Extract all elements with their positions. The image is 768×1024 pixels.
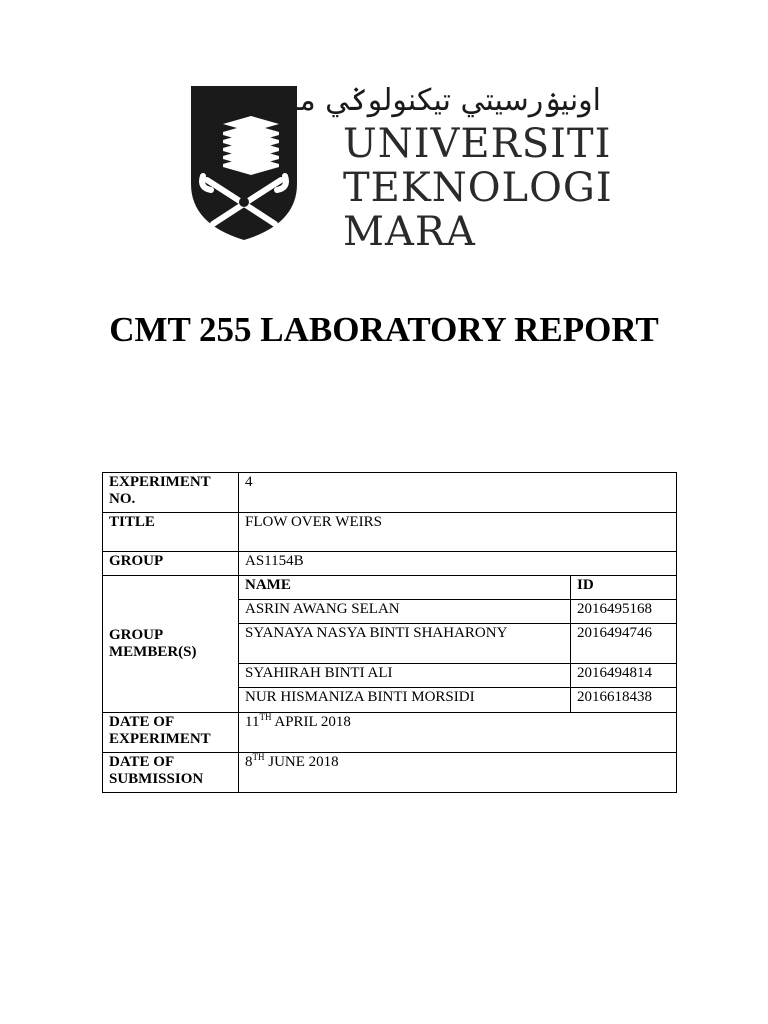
- date-day: 11: [245, 714, 260, 730]
- experiment-label: EXPERIMENT NO.: [103, 473, 239, 513]
- logo-text-mara: MARA: [343, 209, 476, 255]
- member-id: 2016494746: [571, 624, 677, 664]
- group-label: GROUP: [103, 552, 239, 576]
- date-of-submission-label: DATE OF SUBMISSION: [103, 753, 239, 793]
- date-rest: JUNE 2018: [264, 754, 339, 770]
- table-row-experiment: [103, 473, 677, 513]
- university-logo: [189, 83, 613, 255]
- report-title: CMT 255 LABORATORY REPORT: [109, 310, 659, 349]
- title-label: TITLE: [103, 513, 239, 552]
- date-rest: APRIL 2018: [271, 714, 351, 730]
- member-name: NUR HISMANIZA BINTI MORSIDI: [239, 688, 571, 713]
- member-id: 2016494814: [571, 664, 677, 688]
- report-info-table: [102, 472, 677, 793]
- member-id: 2016618438: [571, 688, 677, 713]
- table-row-date-submission: [103, 753, 677, 793]
- date-of-experiment-label: DATE OF EXPERIMENT: [103, 713, 239, 753]
- logo-text-teknologi: TEKNOLOGI: [343, 165, 613, 211]
- member-name: ASRIN AWANG SELAN: [239, 600, 571, 624]
- logo-text-universiti: UNIVERSITI: [343, 121, 612, 167]
- member-id: 2016495168: [571, 600, 677, 624]
- table-row-group: [103, 552, 677, 576]
- logo-jawi-text: اونيۏرسيتي تيكنولوݢي مارا: [267, 83, 601, 118]
- table-row-date-experiment: [103, 713, 677, 753]
- member-name: SYANAYA NASYA BINTI SHAHARONY: [239, 624, 571, 664]
- date-of-submission-value: [239, 753, 677, 793]
- name-column-header: NAME: [239, 576, 571, 600]
- member-name: SYAHIRAH BINTI ALI: [239, 664, 571, 688]
- date-suffix: TH: [259, 712, 272, 722]
- id-column-header: ID: [571, 576, 677, 600]
- experiment-value: 4: [239, 473, 677, 513]
- date-suffix: TH: [252, 752, 265, 762]
- group-members-label: GROUP MEMBER(S): [103, 576, 239, 713]
- title-value: FLOW OVER WEIRS: [239, 513, 677, 552]
- table-row-title: [103, 513, 677, 552]
- date-of-experiment-value: [239, 713, 677, 753]
- table-row-members-header: [103, 576, 677, 600]
- date-day: 8: [245, 754, 253, 770]
- group-value: AS1154B: [239, 552, 677, 576]
